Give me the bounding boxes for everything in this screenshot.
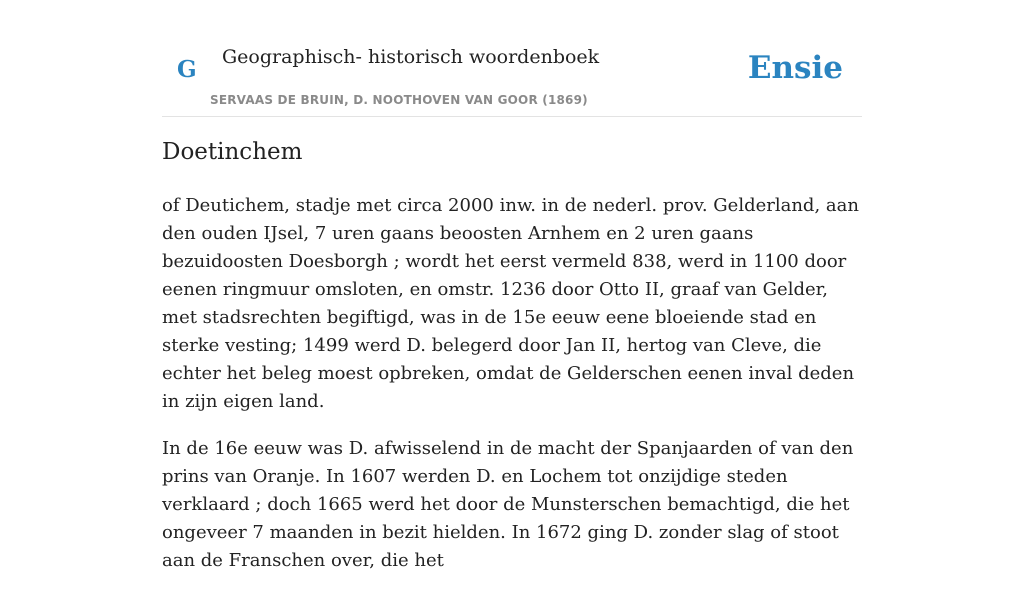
entry-paragraph: In de 16e eeuw was D. afwisselend in de macht der Spanjaarden of van den prins van Oranje. In 1607 werden D. en Lochem tot onzijdige steden verklaard ; doch 1665 werd het door de Munsterschen bemachtigd, die het ongeveer 7 maanden in bezit hielden. In 1672 ging D. zonder slag of stoot aan de Franschen over, die het <box>162 438 854 571</box>
header <box>162 0 862 117</box>
book-authors: SERVAAS DE BRUIN, D. NOOTHOVEN VAN GOOR (1869) <box>210 93 588 107</box>
entry-body <box>162 192 868 594</box>
brand-logo[interactable]: Ensie <box>747 50 843 86</box>
book-title[interactable]: Geographisch- historisch woordenboek <box>222 46 600 68</box>
book-logo[interactable]: G <box>177 56 197 83</box>
entry-title: Doetinchem <box>162 139 303 165</box>
entry-paragraph: of Deutichem, stadje met circa 2000 inw. in de nederl. prov. Gelderland, aan den ouden IJsel, 7 uren gaans beoosten Arnhem en 2 uren gaans bezuidoosten Doesborgh ; wordt het eerst vermeld 838, werd in 1100 door eenen ringmuur omsloten, en omstr. 1236 door Otto II, graaf van Gelder, met stadsrechten begiftigd, was in de 15e eeuw eene bloeiende stad en sterke vesting; 1499 werd D. belegerd door Jan II, hertog van Cleve, die echter het beleg moest opbreken, omdat de Gelderschen eenen inval deden in zijn eigen land. <box>162 195 859 412</box>
